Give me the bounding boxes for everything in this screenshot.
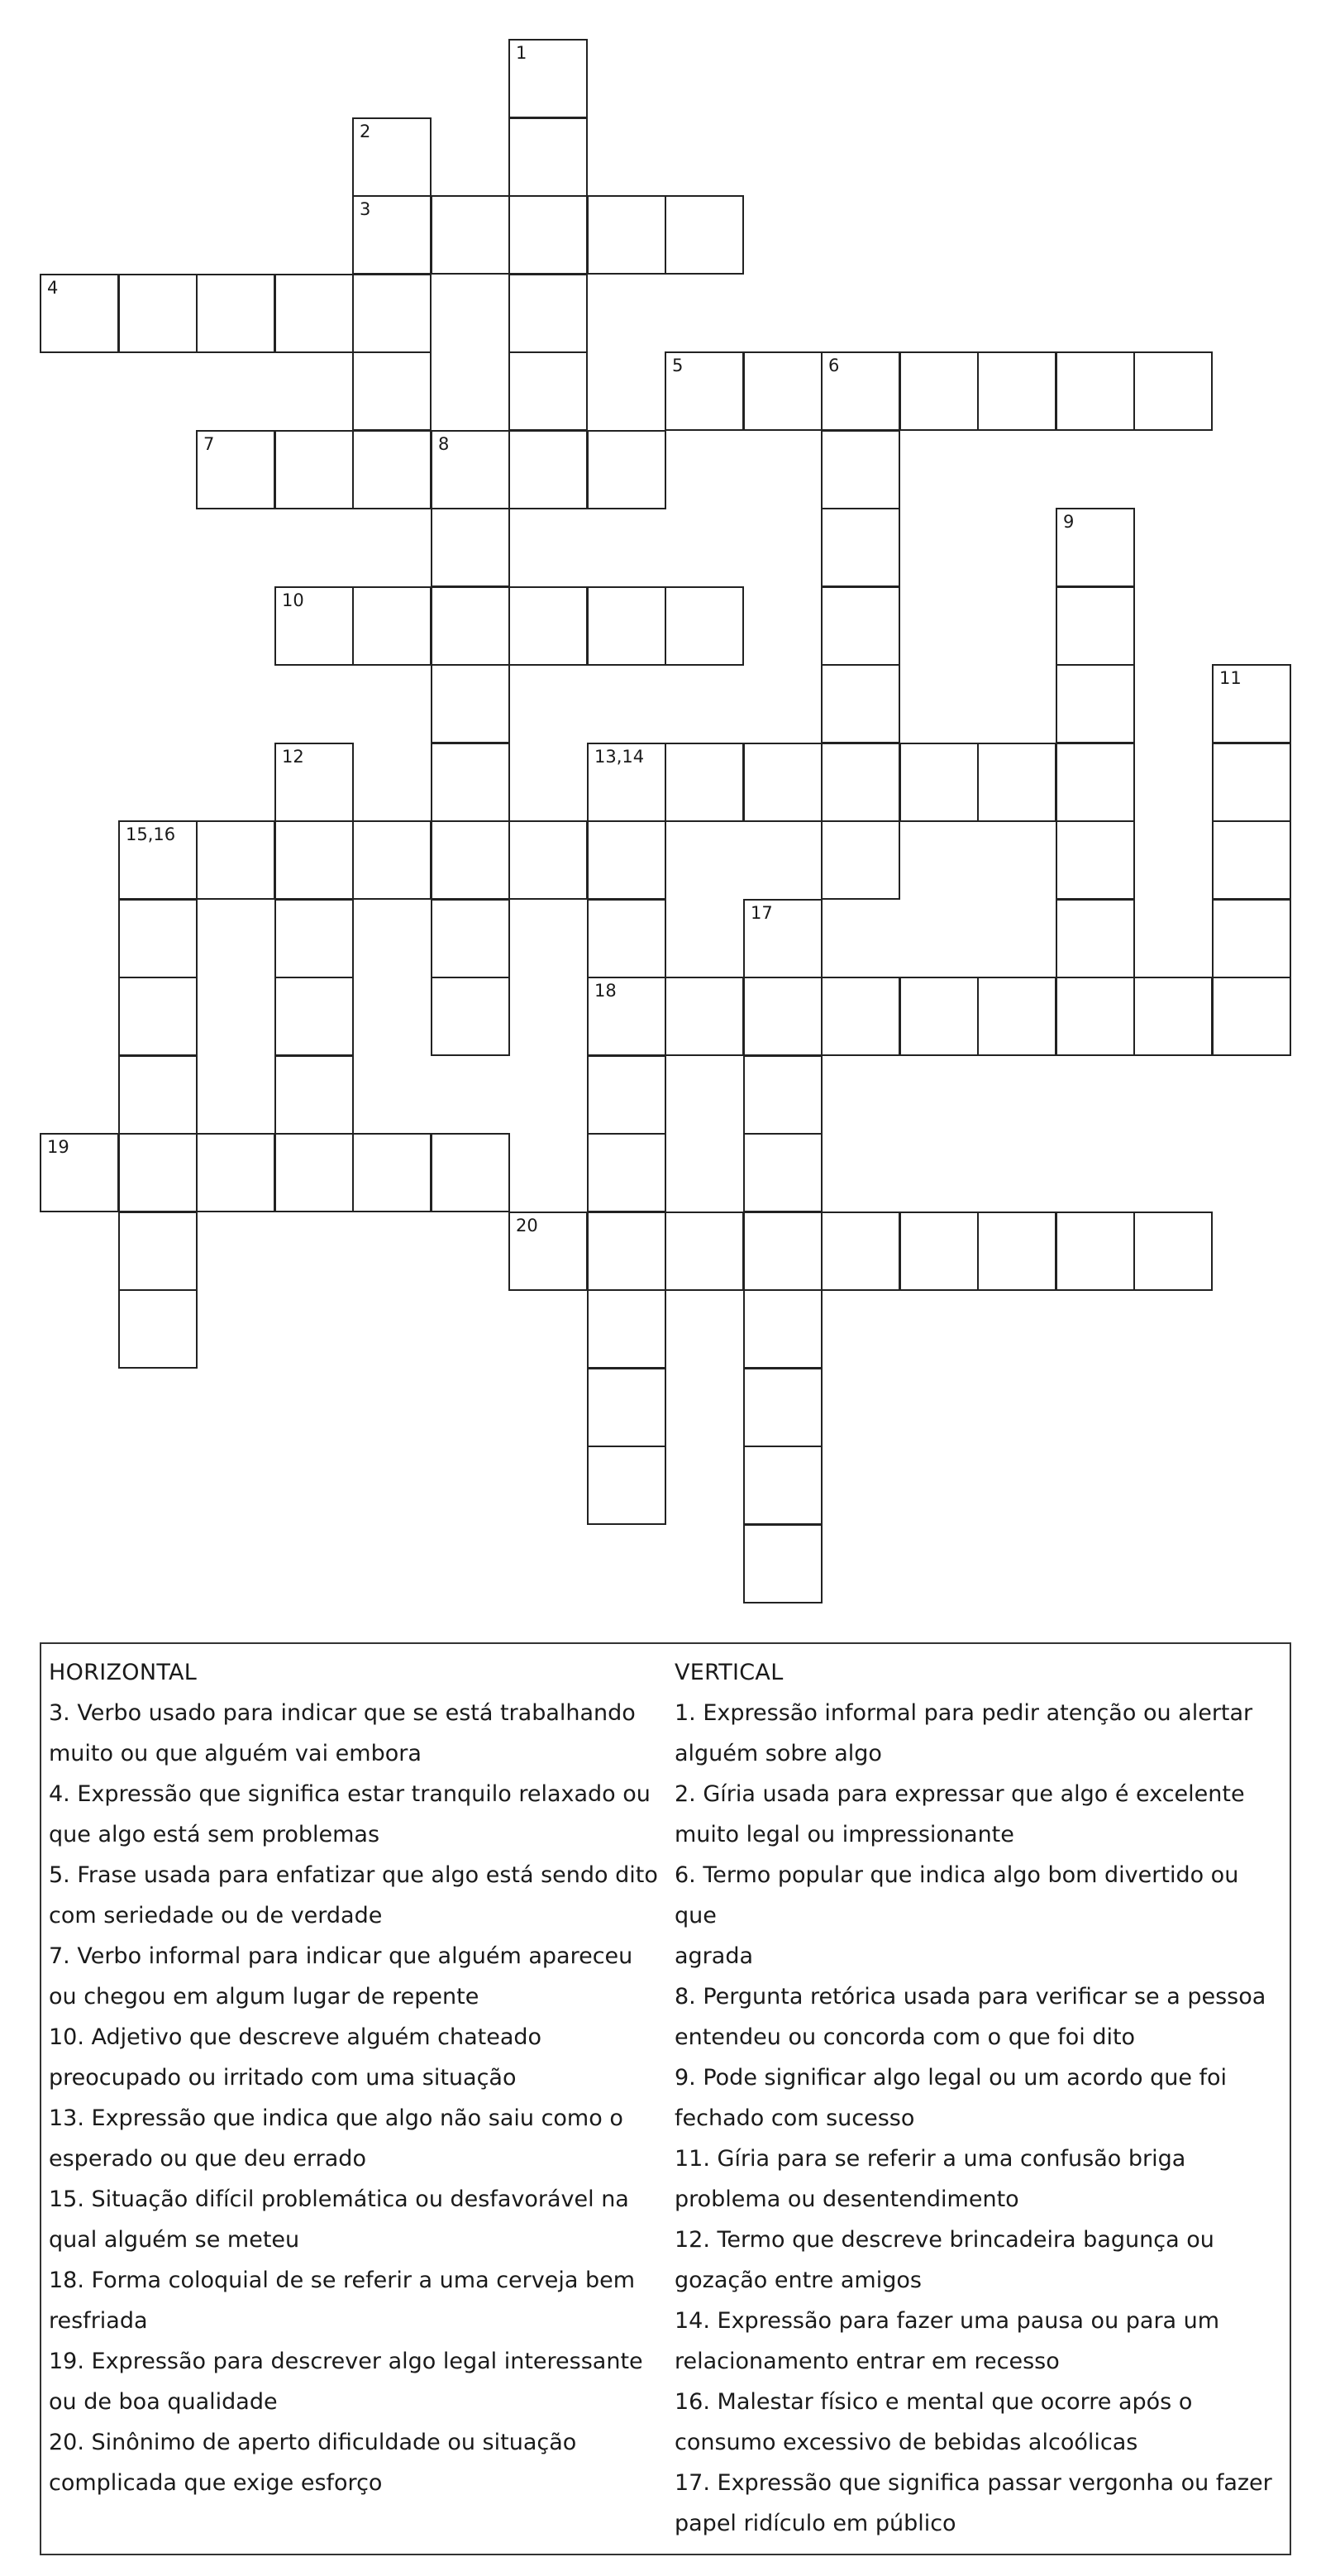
across-clue-line: 15. Situação difícil problemática ou desfavorável na — [49, 2186, 629, 2212]
grid-cell[interactable] — [508, 117, 588, 197]
grid-cell[interactable] — [118, 899, 198, 978]
grid-cell[interactable] — [352, 117, 432, 197]
grid-cell[interactable] — [118, 1133, 198, 1212]
grid-cell[interactable] — [431, 508, 510, 587]
grid-cell[interactable] — [587, 1368, 666, 1447]
grid-cell[interactable] — [196, 274, 275, 353]
across-clue-line: ou chegou em algum lugar de repente — [49, 1984, 479, 2010]
grid-cell[interactable] — [665, 586, 744, 666]
grid-cell[interactable] — [118, 274, 198, 353]
grid-cell[interactable] — [587, 586, 666, 666]
grid-cell[interactable] — [508, 351, 588, 431]
across-clue-line: 13. Expressão que indica que algo não saiu como o — [49, 2105, 623, 2131]
down-clue-line: papel ridículo em público — [675, 2511, 956, 2536]
grid-cell[interactable] — [743, 977, 823, 1056]
clue-number: 17 — [751, 903, 773, 923]
grid-cell[interactable] — [274, 430, 354, 509]
grid-cell[interactable] — [1212, 977, 1291, 1056]
grid-cell[interactable] — [118, 820, 198, 900]
clue-number: 3 — [360, 199, 371, 219]
grid-cell[interactable] — [118, 1055, 198, 1135]
grid-cell[interactable] — [743, 1212, 823, 1291]
grid-cell[interactable] — [665, 351, 744, 431]
grid-cell[interactable] — [1056, 977, 1135, 1056]
grid-cell[interactable] — [587, 977, 666, 1056]
grid-cell[interactable] — [587, 430, 666, 509]
grid-cell[interactable] — [665, 195, 744, 275]
grid-cell[interactable] — [743, 1368, 823, 1447]
grid-cell[interactable] — [743, 1524, 823, 1603]
down-clue-line: problema ou desentendimento — [675, 2186, 1019, 2212]
grid-cell[interactable] — [821, 664, 900, 743]
grid-cell[interactable] — [508, 195, 588, 275]
across-clue-line: 5. Frase usada para enfatizar que algo está sendo dito — [49, 1862, 658, 1888]
grid-cell[interactable] — [508, 586, 588, 666]
across-clue-line: qual alguém se meteu — [49, 2227, 300, 2253]
grid-cell[interactable] — [665, 977, 744, 1056]
grid-cell[interactable] — [587, 195, 666, 275]
grid-cell[interactable] — [431, 977, 510, 1056]
grid-cell[interactable] — [743, 1289, 823, 1369]
down-clue-line: relacionamento entrar em recesso — [675, 2349, 1060, 2374]
grid-cell[interactable] — [508, 274, 588, 353]
clue-number: 7 — [203, 434, 215, 454]
across-clue-line: complicada que exige esforço — [49, 2470, 383, 2496]
grid-cell[interactable] — [587, 1212, 666, 1291]
across-clue-line: 19. Expressão para descrever algo legal interessante — [49, 2349, 643, 2374]
grid-cell[interactable] — [274, 274, 354, 353]
grid-cell[interactable] — [743, 1055, 823, 1135]
down-clue-line: consumo excessivo de bebidas alcoólicas — [675, 2430, 1138, 2455]
grid-cell[interactable] — [1133, 977, 1213, 1056]
clue-number: 4 — [47, 278, 59, 298]
grid-cell[interactable] — [352, 586, 432, 666]
across-clue-line: que algo está sem problemas — [49, 1822, 380, 1847]
grid-cell[interactable] — [274, 820, 354, 900]
down-clue-line: 16. Malestar físico e mental que ocorre após o — [675, 2389, 1193, 2415]
across-clue-line: ou de boa qualidade — [49, 2389, 278, 2415]
grid-cell[interactable] — [587, 1133, 666, 1212]
across-clue-line: 10. Adjetivo que descreve alguém chateado — [49, 2024, 542, 2050]
down-clue-line: 14. Expressão para fazer uma pausa ou para um — [675, 2308, 1220, 2334]
clue-number: 12 — [282, 747, 304, 767]
grid-cell[interactable] — [743, 1446, 823, 1525]
grid-cell[interactable] — [431, 820, 510, 900]
grid-cell[interactable] — [899, 1212, 979, 1291]
grid-cell[interactable] — [587, 899, 666, 978]
grid-cell[interactable] — [1056, 508, 1135, 587]
grid-cell[interactable] — [821, 586, 900, 666]
clue-number: 19 — [47, 1137, 69, 1157]
grid-cell[interactable] — [274, 1133, 354, 1212]
down-clue-line: entendeu ou concorda com o que foi dito — [675, 2024, 1136, 2050]
grid-cell[interactable] — [196, 820, 275, 900]
clue-number: 11 — [1219, 668, 1242, 688]
grid-cell[interactable] — [899, 977, 979, 1056]
clue-number: 10 — [282, 590, 304, 610]
grid-cell[interactable] — [587, 1055, 666, 1135]
grid-cell[interactable] — [821, 743, 900, 822]
grid-cell[interactable] — [118, 977, 198, 1056]
grid-cell[interactable] — [118, 1289, 198, 1369]
across-clue-line: 4. Expressão que significa estar tranquilo relaxado ou — [49, 1781, 651, 1807]
down-clue-line: agrada — [675, 1943, 754, 1969]
grid-cell[interactable] — [1056, 664, 1135, 743]
clue-number: 18 — [594, 981, 617, 1001]
across-clue-line: com seriedade ou de verdade — [49, 1903, 383, 1928]
grid-cell[interactable] — [743, 899, 823, 978]
grid-cell[interactable] — [431, 664, 510, 743]
grid-cell[interactable] — [1212, 820, 1291, 900]
across-clue-line: 20. Sinônimo de aperto dificuldade ou situação — [49, 2430, 577, 2455]
down-clue-list — [675, 1693, 1286, 2544]
grid-cell[interactable] — [821, 977, 900, 1056]
grid-cell[interactable] — [821, 820, 900, 900]
grid-cell[interactable] — [899, 743, 979, 822]
grid-cell[interactable] — [1056, 1212, 1135, 1291]
grid-cell[interactable] — [899, 351, 979, 431]
down-clue-line: 6. Termo popular que indica algo bom divertido ou que — [675, 1862, 1239, 1928]
down-heading: VERTICAL — [675, 1660, 784, 1685]
grid-cell[interactable] — [274, 899, 354, 978]
grid-cell[interactable] — [508, 820, 588, 900]
clue-number: 5 — [672, 356, 684, 375]
grid-cell[interactable] — [821, 1212, 900, 1291]
grid-cell[interactable] — [1056, 820, 1135, 900]
down-clues-column — [675, 1652, 1286, 2544]
grid-cell[interactable] — [431, 899, 510, 978]
grid-cell[interactable] — [352, 820, 432, 900]
grid-cell[interactable] — [743, 1133, 823, 1212]
grid-cell[interactable] — [508, 430, 588, 509]
across-heading: HORIZONTAL — [49, 1660, 198, 1685]
clue-number: 15,16 — [126, 824, 176, 844]
grid-cell[interactable] — [352, 430, 432, 509]
grid-cell[interactable] — [977, 351, 1056, 431]
grid-cell[interactable] — [1056, 743, 1135, 822]
down-clue-line: gozação entre amigos — [675, 2268, 922, 2293]
grid-cell[interactable] — [1056, 899, 1135, 978]
across-clue-line: esperado ou que deu errado — [49, 2146, 366, 2172]
grid-cell[interactable] — [821, 351, 900, 431]
grid-cell[interactable] — [508, 39, 588, 118]
grid-cell[interactable] — [196, 430, 275, 509]
across-clue-line: 18. Forma coloquial de se referir a uma cerveja bem — [49, 2268, 636, 2293]
down-clue-line: fechado com sucesso — [675, 2105, 915, 2131]
down-clue-line: alguém sobre algo — [675, 1741, 882, 1766]
clue-number: 2 — [360, 122, 371, 141]
clue-number: 9 — [1063, 512, 1075, 532]
grid-cell[interactable] — [40, 274, 119, 353]
grid-cell[interactable] — [352, 351, 432, 431]
grid-cell[interactable] — [1133, 1212, 1213, 1291]
grid-cell[interactable] — [1212, 664, 1291, 743]
clue-number: 8 — [438, 434, 450, 454]
clue-number: 13,14 — [594, 747, 645, 767]
grid-cell[interactable] — [508, 1212, 588, 1291]
grid-cell[interactable] — [587, 1289, 666, 1369]
across-clue-line: 3. Verbo usado para indicar que se está trabalhando — [49, 1700, 636, 1726]
across-clue-line: preocupado ou irritado com uma situação — [49, 2065, 517, 2091]
down-clue-line: 1. Expressão informal para pedir atenção ou alertar — [675, 1700, 1253, 1726]
clue-number: 1 — [516, 43, 527, 63]
grid-cell[interactable] — [431, 195, 510, 275]
grid-cell[interactable] — [587, 1446, 666, 1525]
grid-cell[interactable] — [274, 1055, 354, 1135]
grid-cell[interactable] — [587, 820, 666, 900]
down-clue-line: 12. Termo que descreve brincadeira bagunça ou — [675, 2227, 1214, 2253]
grid-cell[interactable] — [1212, 899, 1291, 978]
grid-cell[interactable] — [821, 508, 900, 587]
clue-number: 20 — [516, 1216, 538, 1235]
down-clue-line: 11. Gíria para se referir a uma confusão briga — [675, 2146, 1186, 2172]
across-clue-line: resfriada — [49, 2308, 148, 2334]
grid-cell[interactable] — [977, 1212, 1056, 1291]
across-clue-line: muito ou que alguém vai embora — [49, 1741, 422, 1766]
grid-cell[interactable] — [431, 1133, 510, 1212]
grid-cell[interactable] — [743, 743, 823, 822]
across-clue-line: 7. Verbo informal para indicar que alguém apareceu — [49, 1943, 633, 1969]
grid-cell[interactable] — [352, 195, 432, 275]
grid-cell[interactable] — [274, 977, 354, 1056]
grid-cell[interactable] — [352, 274, 432, 353]
grid-cell[interactable] — [977, 977, 1056, 1056]
down-clue-line: 17. Expressão que significa passar vergonha ou fazer — [675, 2470, 1272, 2496]
across-clues-column — [49, 1652, 660, 2503]
grid-cell[interactable] — [977, 743, 1056, 822]
grid-cell[interactable] — [665, 743, 744, 822]
grid-cell[interactable] — [352, 1133, 432, 1212]
grid-cell[interactable] — [40, 1133, 119, 1212]
grid-cell[interactable] — [118, 1212, 198, 1291]
grid-cell[interactable] — [431, 430, 510, 509]
grid-cell[interactable] — [431, 743, 510, 822]
down-clue-line: 2. Gíria usada para expressar que algo é excelente — [675, 1781, 1245, 1807]
grid-cell[interactable] — [1056, 586, 1135, 666]
down-clue-line: 8. Pergunta retórica usada para verificar se a pessoa — [675, 1984, 1266, 2010]
down-clue-line: muito legal ou impressionante — [675, 1822, 1014, 1847]
grid-cell[interactable] — [743, 351, 823, 431]
grid-cell[interactable] — [196, 1133, 275, 1212]
grid-cell[interactable] — [821, 430, 900, 509]
grid-cell[interactable] — [587, 743, 666, 822]
grid-cell[interactable] — [665, 1212, 744, 1291]
grid-cell[interactable] — [1212, 743, 1291, 822]
grid-cell[interactable] — [431, 586, 510, 666]
grid-cell[interactable] — [274, 586, 354, 666]
grid-cell[interactable] — [1056, 351, 1135, 431]
across-clue-list — [49, 1693, 660, 2503]
grid-cell[interactable] — [274, 743, 354, 822]
grid-cell[interactable] — [1133, 351, 1213, 431]
clues-panel — [40, 1642, 1291, 2555]
clue-number: 6 — [828, 356, 840, 375]
down-clue-line: 9. Pode significar algo legal ou um acordo que foi — [675, 2065, 1228, 2091]
